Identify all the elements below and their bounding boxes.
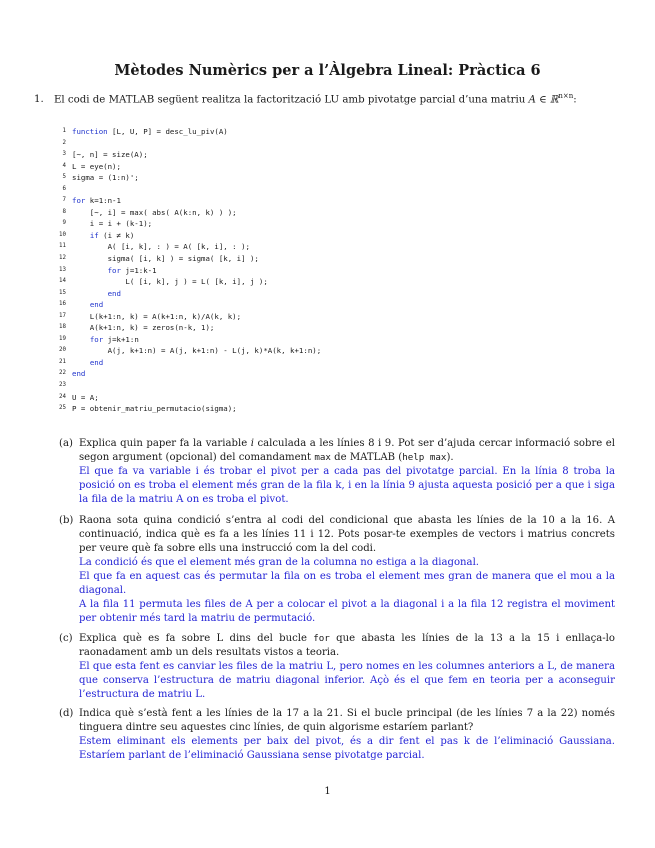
matlab-code-listing [52,126,612,415]
question-b [59,514,615,626]
code-line [52,241,612,253]
code-text: for j=1:k-1 [107,265,157,275]
line-number: 12 [59,255,66,262]
line-number: 20 [59,347,66,354]
code-text: A(k+1:n, k) = zeros(n-k, 1); [72,323,215,333]
code-text: end [72,369,86,379]
code-line [52,253,612,265]
answer-text: El que esta fent es canviar les files de la matriu L, pero nomes en les columnes anteriors a L, de manera que conserva l’estructura de matriu diagonal inferior. Açò és el que fem en teoria per a aconseguir l’estructura de matriu L. [79,661,615,700]
line-number: 23 [59,382,66,389]
code-line [52,299,612,311]
page-number: 1 [324,786,331,797]
line-number: 19 [59,335,66,342]
code-line [52,322,612,334]
code-line [52,403,612,415]
answer-text: Estem eliminant els elements per baix del pivot, és a dir fent el pas k de l’eliminació Gaussiana. Estaríem parlant de l’eliminació Gaussiana sense pivotatge parcial. [79,736,615,761]
line-number: 8 [62,208,66,215]
code-line [52,195,612,207]
code-text: sigma = (1:n)'; [72,173,139,183]
question-label: (a) [59,438,73,449]
code-text: A(j, k+1:n) = A(j, k+1:n) - L(j, k)*A(k, k+1:n); [72,346,322,356]
code-line [52,357,612,369]
code-line [52,368,612,380]
code-line [52,334,612,346]
code-line [52,380,612,392]
code-line [52,218,612,230]
code-text: L = eye(n); [72,161,121,171]
code-text: L(k+1:n, k) = A(k+1:n, k)/A(k, k); [72,311,242,321]
line-number: 13 [59,266,66,273]
line-number: 24 [59,393,66,400]
line-number: 5 [62,174,66,181]
code-text: U = A; [72,392,99,402]
code-text: end [107,288,121,298]
answer-text: A la fila 11 permuta les files de A per a colocar el pivot a la diagonal i a la fila 12 registra el moviment per obtenir més tard la matriu de permutació. [79,599,615,624]
question-text: Explica quin paper fa la variable i calculada a les línies 8 i 9. Pot ser d’ajuda cercar informació sobre el segon argument (opcional) del comandament max de MATLAB (help max). [79,438,615,463]
code-line [52,184,612,196]
code-text: end [89,300,104,310]
exercise-number: 1. [34,94,44,106]
page-title: Mètodes Numèrics per a l’Àlgebra Lineal: Pràctica 6 [114,62,541,79]
code-text: L( [i, k], j ) = L( [k, i], j ); [72,277,268,287]
code-text: [~, i] = max( abs( A(k:n, k) ) ); [72,207,237,217]
answer-text: El que fa en aquest cas és permutar la fila on es troba el element mes gran de manera que el mou a la diagonal. [79,571,615,596]
intro-math-sup: n×n [558,92,574,100]
line-number: 16 [59,301,66,308]
code-line [52,138,612,150]
code-text: i = i + (k-1); [72,219,153,229]
question-text: Indica què s’està fent a les línies de la 17 a la 21. Si el bucle principal (de les línies 7 a la 22) només tinguera dintre seu aquestes cinc línies, de quin algorisme estaríem parlant? [79,708,615,733]
line-number: 17 [59,312,66,319]
line-number: 4 [62,162,66,169]
line-number: 1 [62,128,66,134]
code-line [52,265,612,277]
code-line [52,311,612,323]
question-label: (b) [59,515,74,526]
code-line [52,172,612,184]
code-line [52,276,612,288]
code-text: P = obtenir_matriu_permutacio(sigma); [72,404,237,414]
code-line [52,207,612,219]
code-text: if (i ≠ k) [89,230,135,240]
code-text: end [89,357,104,367]
question-label: (d) [59,708,74,719]
code-text: sigma( [i, k] ) = sigma( [k, i] ); [72,254,259,264]
code-text: function [L, U, P] = desc_lu_piv(A) [72,127,228,136]
question-a [59,437,615,507]
code-line [52,126,612,138]
line-number: 25 [59,405,66,412]
intro-text: El codi de MATLAB següent realitza la factorització LU amb pivotatge parcial d’una matriu [54,94,526,106]
line-number: 21 [59,358,66,365]
question-c [59,632,615,702]
question-text: Raona sota quina condició s’entra al codi del condicional que abasta les línies de la 10 a la 16. A continuació, indica què es fa a les línies 11 i 12. Pots posar-te exemples de vectors i matrius concrets per veure què fa sobre ells una instrucció com la del codi. [79,515,615,554]
question-label: (c) [59,633,73,644]
exercise-intro [34,92,634,105]
line-number: 14 [59,278,66,285]
code-line [52,392,612,404]
question-d [59,707,615,763]
line-number: 15 [59,289,66,296]
intro-math: A ∈ ℝ [528,94,559,106]
answer-text: La condició és que el element més gran de la columna no estiga a la diagonal. [79,557,480,568]
code-line [52,161,612,173]
line-number: 7 [62,197,66,204]
code-text: for k=1:n-1 [72,196,121,206]
line-number: 2 [62,139,66,146]
line-number: 22 [59,370,66,377]
intro-colon: : [573,94,577,106]
code-text: [~, n] = size(A); [72,150,148,160]
code-line [52,288,612,300]
line-number: 10 [59,231,66,238]
question-text: Explica què es fa sobre L dins del bucle for que abasta les línies de la 13 a la 15 i enllaça-lo raonadament amb un dels resultats vistos a teoria. [79,633,615,658]
code-line [52,149,612,161]
code-line [52,230,612,242]
code-line [52,345,612,357]
line-number: 11 [59,243,66,250]
code-text: for j=k+1:n [89,334,139,344]
line-number: 9 [62,220,66,227]
code-text: A( [i, k], : ) = A( [k, i], : ); [72,242,250,252]
answer-text: El que fa va variable i és trobar el pivot per a cada pas del pivotatge parcial. En la línia 8 troba la posició on es troba el element més gran de la fila k, i en la línia 9 ajusta aquesta posició per a que i siga la fila de la matriu A on es troba el pivot. [79,466,615,505]
line-number: 3 [62,151,66,158]
line-number: 6 [62,185,66,192]
line-number: 18 [59,324,66,331]
